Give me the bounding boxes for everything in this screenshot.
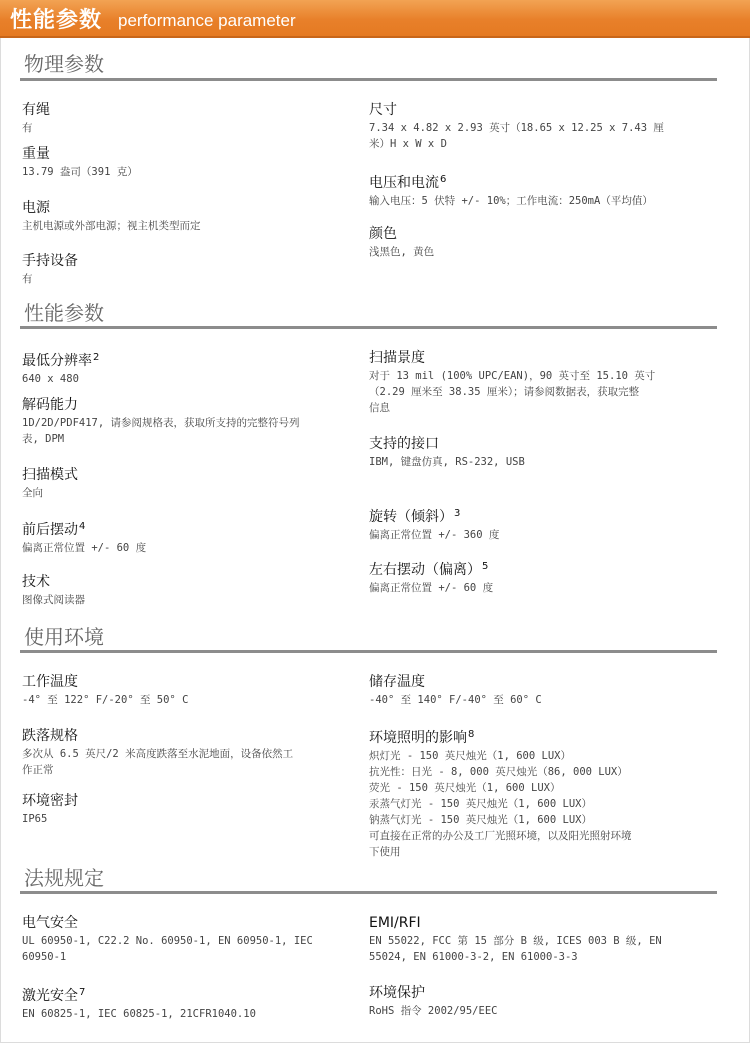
spec-item — [369, 171, 653, 209]
spec-label-text: 环境密封 — [22, 793, 78, 809]
spec-value-line: 多次从 6.5 英尺/2 米高度跌落至水泥地面，设备依然工 — [22, 748, 294, 760]
spec-value-line: 有 — [22, 273, 33, 285]
spec-label-text: 电源 — [22, 200, 50, 216]
spec-value — [22, 933, 313, 965]
spec-label-text: 环境保护 — [369, 985, 425, 1001]
spec-label-text: 工作温度 — [22, 674, 78, 690]
spec-label — [22, 984, 256, 1005]
spec-label — [369, 171, 653, 192]
spec-item — [22, 914, 313, 965]
footnote-marker: 8 — [468, 729, 475, 740]
spec-label-text: 电气安全 — [22, 915, 78, 931]
spec-item — [369, 349, 655, 416]
spec-label-text: 有绳 — [22, 102, 50, 118]
spec-item — [22, 573, 85, 608]
spec-value-line: 抗光性：日光 - 8, 000 英尺烛光（86, 000 LUX） — [369, 766, 628, 778]
spec-value-line: 主机电源或外部电源；视主机类型而定 — [22, 220, 201, 232]
spec-value — [22, 746, 293, 778]
banner-title-en: performance parameter — [118, 11, 296, 30]
spec-value — [369, 120, 664, 152]
spec-label — [22, 349, 99, 370]
spec-item — [22, 727, 293, 778]
spec-label-text: 技术 — [22, 574, 50, 590]
spec-value-line: 60950-1 — [22, 951, 67, 963]
section-title: 性能参数 — [24, 301, 104, 325]
spec-item — [369, 225, 434, 260]
footnote-marker: 7 — [79, 987, 86, 998]
spec-value-line: 全向 — [22, 487, 43, 499]
spec-label — [369, 101, 664, 119]
spec-value-line: 1D/2D/PDF417, 请参阅规格表，获取所支持的完整符号列 — [22, 417, 300, 429]
spec-label — [22, 101, 50, 119]
spec-value — [22, 271, 78, 287]
spec-value-line: 对于 13 mil (100% UPC/EAN)，90 英寸至 15.10 英寸 — [369, 370, 656, 382]
spec-item — [369, 914, 662, 965]
spec-value — [369, 454, 525, 470]
spec-label-text: 前后摆动 — [22, 522, 78, 538]
spec-value-line: 输入电压：5 伏特 +/- 10%；工作电流：250mA（平均值） — [369, 195, 653, 207]
spec-item — [369, 505, 499, 543]
spec-value — [369, 933, 662, 965]
spec-value — [22, 415, 300, 447]
spec-item — [22, 984, 256, 1022]
footnote-marker: 3 — [454, 508, 461, 519]
spec-value-line: 可直接在正常的办公及工厂光照环境，以及阳光照射环境 — [369, 830, 632, 842]
spec-value-line: RoHS 指令 2002/95/EEC — [369, 1005, 498, 1017]
spec-item — [369, 435, 525, 470]
spec-value — [369, 368, 655, 416]
spec-item — [369, 984, 497, 1019]
section-divider — [20, 891, 717, 894]
spec-value-line: 偏离正常位置 +/- 60 度 — [22, 542, 147, 554]
spec-item — [22, 673, 188, 708]
section-divider — [20, 78, 717, 81]
spec-label-text: 支持的接口 — [369, 436, 439, 452]
spec-value — [369, 692, 542, 708]
spec-label — [369, 349, 655, 367]
spec-value — [369, 527, 499, 543]
header-banner — [0, 0, 750, 38]
spec-value — [22, 811, 78, 827]
spec-value — [369, 748, 632, 860]
spec-value — [22, 120, 50, 136]
spec-item — [369, 673, 542, 708]
spec-label — [369, 435, 525, 453]
spec-label-text: 尺寸 — [369, 102, 397, 118]
spec-value-line: 7.34 x 4.82 x 2.93 英寸（18.65 x 12.25 x 7.43 厘 — [369, 122, 664, 134]
spec-label-text: 左右摆动（偏离） — [369, 562, 481, 578]
spec-label-text: 扫描模式 — [22, 467, 78, 483]
spec-label — [369, 726, 632, 747]
spec-label — [369, 558, 493, 579]
spec-value — [369, 1003, 497, 1019]
spec-value-line: 作正常 — [22, 764, 54, 776]
spec-label — [369, 984, 497, 1002]
spec-value-line: （2.29 厘米至 38.35 厘米）；请参阅数据表，获取完整 — [369, 386, 640, 398]
spec-value-line: 下使用 — [369, 846, 401, 858]
footnote-marker: 5 — [482, 561, 489, 572]
spec-label-text: 激光安全 — [22, 988, 78, 1004]
spec-value — [22, 218, 201, 234]
spec-item — [22, 349, 99, 387]
spec-label-text: 电压和电流 — [369, 175, 439, 191]
spec-value — [22, 164, 138, 180]
spec-label — [22, 727, 293, 745]
spec-label-text: 手持设备 — [22, 253, 78, 269]
spec-label — [22, 914, 313, 932]
spec-label — [369, 673, 542, 691]
spec-value-line: 640 x 480 — [22, 373, 79, 385]
spec-item — [369, 726, 632, 860]
spec-label — [22, 145, 138, 163]
spec-item — [22, 466, 78, 501]
section-title: 法规规定 — [24, 866, 104, 890]
banner-title-zh: 性能参数 — [10, 8, 103, 33]
spec-value-line: 13.79 盎司（391 克） — [22, 166, 138, 178]
spec-label — [22, 673, 188, 691]
spec-label — [22, 396, 300, 414]
spec-value — [369, 244, 434, 260]
spec-value-line: 汞蒸气灯光 - 150 英尺烛光（1, 600 LUX） — [369, 798, 592, 810]
spec-value — [369, 580, 493, 596]
spec-label-text: 最低分辨率 — [22, 353, 92, 369]
spec-value-line: EN 55022, FCC 第 15 部分 B 级, ICES 003 B 级, EN — [369, 935, 662, 947]
spec-label-text: 储存温度 — [369, 674, 425, 690]
spec-value — [22, 540, 146, 556]
spec-value — [369, 193, 653, 209]
section-title: 使用环境 — [24, 625, 104, 649]
spec-value-line: 偏离正常位置 +/- 360 度 — [369, 529, 500, 541]
spec-label-text: 旋转（倾斜） — [369, 509, 453, 525]
spec-label-text: EMI/RFI — [369, 915, 421, 931]
spec-value-line: 有 — [22, 122, 33, 134]
spec-value-line: 钠蒸气灯光 - 150 英尺烛光（1, 600 LUX） — [369, 814, 592, 826]
spec-item — [22, 792, 78, 827]
spec-value-line: IBM, 键盘仿真, RS-232, USB — [369, 456, 525, 468]
spec-label — [369, 505, 499, 526]
spec-label — [22, 792, 78, 810]
spec-item — [22, 396, 300, 447]
spec-value-line: 偏离正常位置 +/- 60 度 — [369, 582, 494, 594]
spec-value-line: 荧光 - 150 英尺烛光（1, 600 LUX） — [369, 782, 561, 794]
spec-label — [22, 466, 78, 484]
spec-label-text: 环境照明的影响 — [369, 730, 467, 746]
spec-value-line: -40° 至 140° F/-40° 至 60° C — [369, 694, 542, 706]
spec-item — [369, 101, 664, 152]
spec-label-text: 解码能力 — [22, 397, 78, 413]
spec-value-line: 图像式阅读器 — [22, 594, 85, 606]
spec-label — [369, 914, 662, 932]
spec-label — [22, 518, 146, 539]
spec-label — [369, 225, 434, 243]
spec-value — [22, 1006, 256, 1022]
spec-value — [22, 371, 99, 387]
spec-label — [22, 573, 85, 591]
spec-value-line: IP65 — [22, 813, 48, 825]
spec-label — [22, 199, 201, 217]
footnote-marker: 6 — [440, 174, 447, 185]
spec-value — [22, 592, 85, 608]
spec-value — [22, 485, 78, 501]
spec-value-line: EN 60825-1, IEC 60825-1, 21CFR1040.10 — [22, 1008, 256, 1020]
section-title: 物理参数 — [24, 52, 104, 76]
spec-item — [22, 145, 138, 180]
footnote-marker: 4 — [79, 521, 86, 532]
spec-value — [22, 692, 188, 708]
spec-value-line: 米）H x W x D — [369, 138, 447, 150]
spec-value-line: 55024, EN 61000-3-2, EN 61000-3-3 — [369, 951, 578, 963]
spec-value-line: 炽灯光 - 150 英尺烛光（1, 600 LUX） — [369, 750, 571, 762]
spec-label-text: 扫描景度 — [369, 350, 425, 366]
footnote-marker: 2 — [93, 352, 100, 363]
spec-value-line: 信息 — [369, 402, 390, 414]
spec-item — [22, 252, 78, 287]
spec-item — [22, 518, 146, 556]
spec-label-text: 跌落规格 — [22, 728, 78, 744]
spec-label-text: 重量 — [22, 146, 50, 162]
spec-item — [22, 101, 50, 136]
spec-value-line: UL 60950-1, C22.2 No. 60950-1, EN 60950-1, IEC — [22, 935, 313, 947]
section-divider — [20, 326, 717, 329]
spec-value-line: 浅黑色, 黄色 — [369, 246, 435, 258]
section-divider — [20, 650, 717, 653]
spec-label-text: 颜色 — [369, 226, 397, 242]
spec-value-line: 表, DPM — [22, 433, 65, 445]
spec-item — [369, 558, 493, 596]
spec-value-line: -4° 至 122° F/-20° 至 50° C — [22, 694, 189, 706]
spec-item — [22, 199, 201, 234]
spec-label — [22, 252, 78, 270]
